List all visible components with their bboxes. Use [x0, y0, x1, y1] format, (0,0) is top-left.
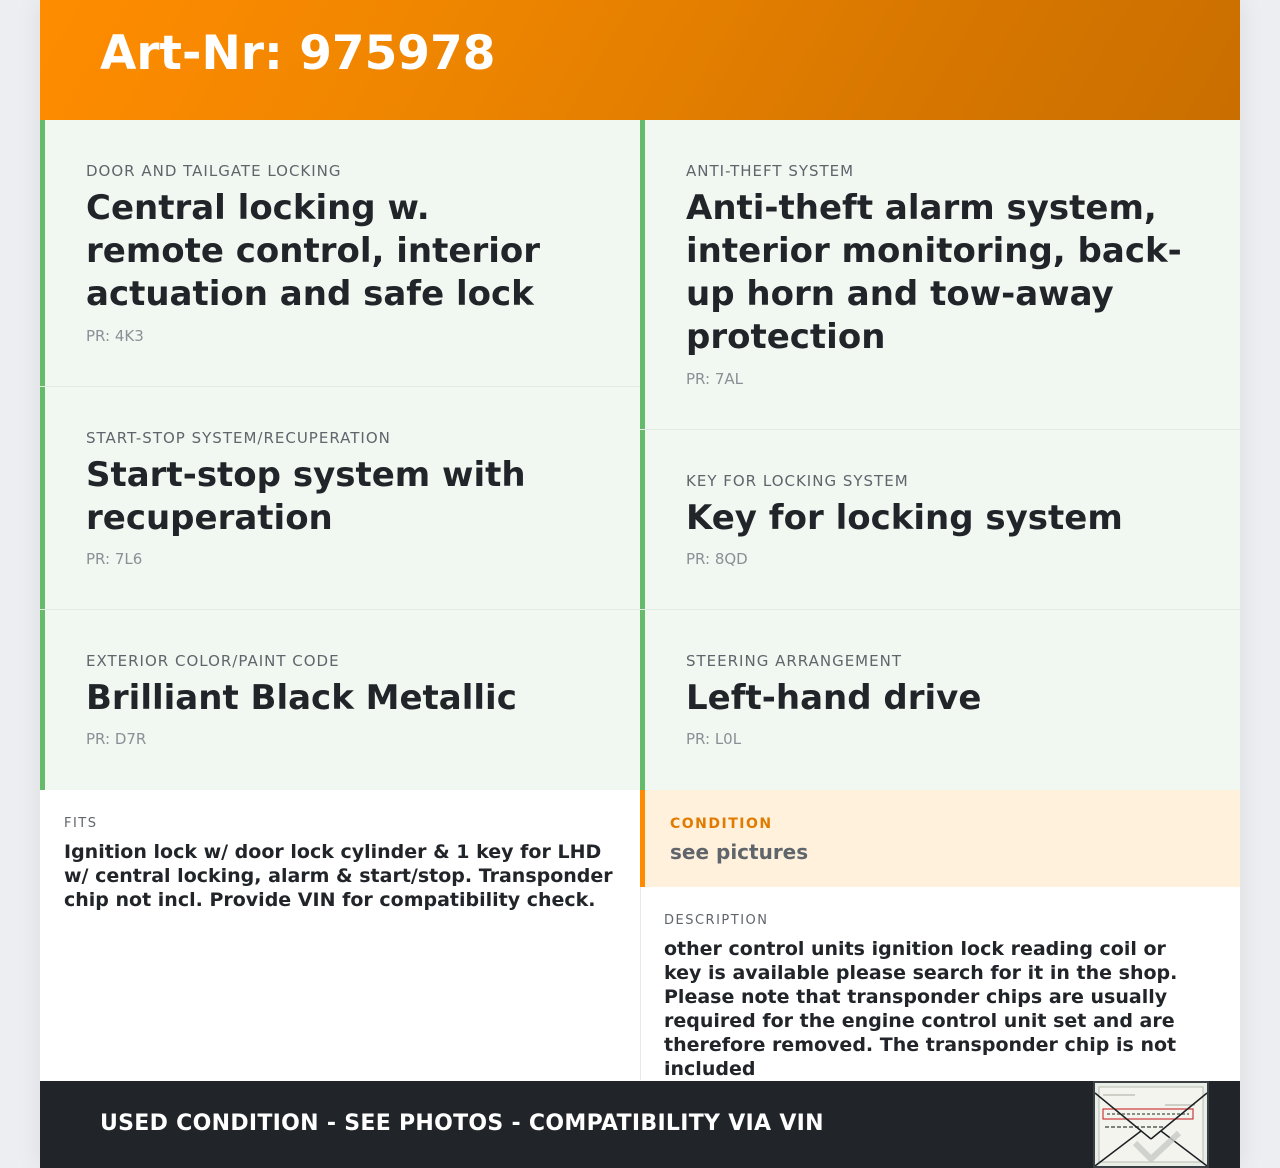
description-section: [640, 887, 1240, 1080]
feature-pr-code: PR: 4K3: [86, 327, 144, 345]
feature-card-exterior-color: [40, 610, 640, 790]
condition-label: CONDITION: [670, 816, 773, 832]
feature-title: Brilliant Black Metallic: [86, 678, 517, 718]
description-text: other control units ignition lock reading coil or key is available please search for it in the shop. Please note that transponder chips are usually required for the engine control unit set and are therefore removed. The transponder chip is not included: [664, 938, 1178, 1080]
feature-category: DOOR AND TAILGATE LOCKING: [86, 162, 342, 180]
description-label: DESCRIPTION: [664, 913, 769, 928]
condition-section: [640, 790, 1240, 887]
feature-pr-code: PR: 8QD: [686, 550, 748, 568]
label-photo-icon[interactable]: [1093, 1081, 1209, 1168]
feature-pr-code: PR: L0L: [686, 730, 742, 748]
footer-text: USED CONDITION - SEE PHOTOS - COMPATIBILITY VIA VIN: [100, 1111, 824, 1136]
feature-title: Central locking w. remote control, interior actuation and safe lock: [86, 188, 540, 314]
feature-pr-code: PR: D7R: [86, 730, 147, 748]
fits-label: FITS: [64, 816, 98, 831]
fits-text: Ignition lock w/ door lock cylinder & 1 key for LHD w/ central locking, alarm & start/stop. Transponder chip not incl. Provide VIN for compatibility check.: [64, 841, 613, 911]
feature-category: ANTI-THEFT SYSTEM: [686, 162, 855, 180]
feature-category: EXTERIOR COLOR/PAINT CODE: [86, 652, 340, 670]
product-sheet: [40, 0, 1240, 1168]
feature-pr-code: PR: 7AL: [686, 370, 743, 388]
feature-title: Start-stop system with recuperation: [86, 455, 526, 538]
feature-title: Left-hand drive: [686, 678, 982, 718]
label-photo-graphic: [1095, 1083, 1207, 1166]
feature-card-start-stop: [40, 387, 640, 610]
feature-category: START-STOP SYSTEM/RECUPERATION: [86, 429, 391, 447]
footer-bar: [40, 1081, 1240, 1168]
feature-card-anti-theft: [640, 120, 1240, 430]
condition-text: see pictures: [670, 840, 809, 864]
feature-title: Anti-theft alarm system, interior monitoring, back-up horn and tow-away protection: [686, 188, 1182, 357]
header-banner: [40, 0, 1240, 120]
feature-category: KEY FOR LOCKING SYSTEM: [686, 472, 909, 490]
feature-card-key: [640, 430, 1240, 610]
fits-section: [40, 790, 640, 1080]
feature-card-door-locking: [40, 120, 640, 387]
feature-pr-code: PR: 7L6: [86, 550, 143, 568]
feature-category: STEERING ARRANGEMENT: [686, 652, 902, 670]
article-number-title: Art-Nr: 975978: [100, 26, 496, 81]
feature-title: Key for locking system: [686, 498, 1123, 538]
feature-card-steering: [640, 610, 1240, 790]
